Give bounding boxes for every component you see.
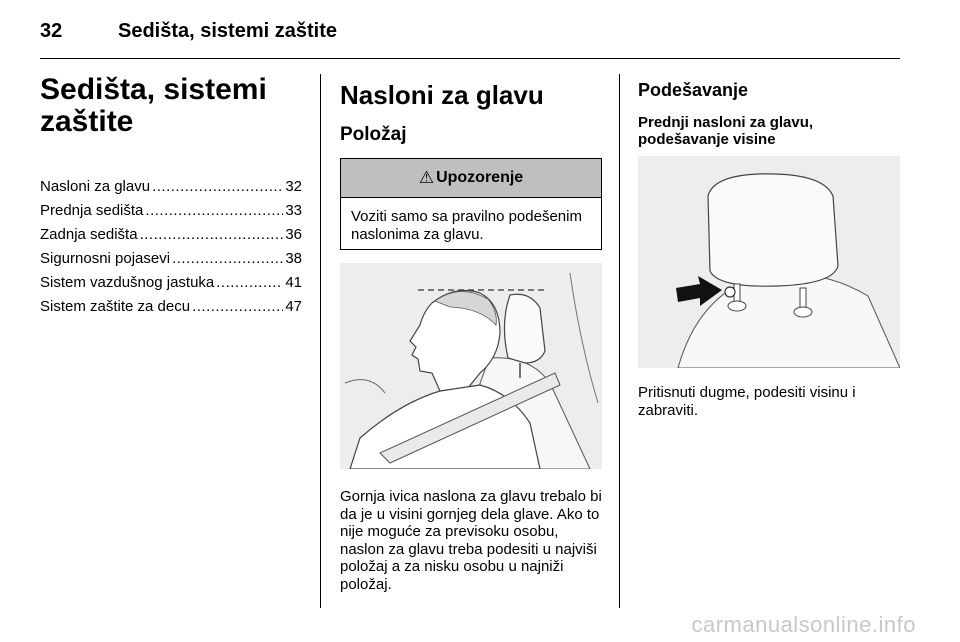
column-title: Nasloni za glavu: [340, 80, 544, 110]
table-of-contents: [40, 178, 302, 322]
toc-leader-dots: [152, 178, 283, 195]
page-number: 32: [40, 20, 63, 42]
watermark: carmanualsonline.info: [691, 612, 916, 637]
toc-leader-dots: [172, 250, 283, 267]
toc-item[interactable]: [40, 250, 302, 274]
toc-item-page: 33: [285, 202, 302, 219]
headrest-position-paragraph: Gornja ivica naslona za glavu trebalo bi da je u visini gornjeg dela glave. Ako to nije moguće za previsoku osobu, naslon za glavu treba podesiti u najviši položaj a za nisku osobu u najniži položaj.: [340, 488, 602, 593]
warning-triangle-icon: ⚠: [418, 168, 435, 187]
header-divider: [40, 58, 900, 59]
toc-item-page: 36: [285, 226, 302, 243]
adjustment-title: Podešavanje: [638, 80, 749, 100]
toc-leader-dots: [145, 202, 283, 219]
toc-item-label: Sigurnosni pojasevi: [40, 250, 171, 267]
figure-headrest-adjustment: [638, 156, 900, 368]
toc-item[interactable]: [40, 226, 302, 250]
warning-header: [341, 159, 601, 198]
warning-box: [340, 158, 602, 250]
toc-item[interactable]: [40, 298, 302, 322]
toc-item-page: 38: [285, 250, 302, 267]
headrest-adjust-illustration: [638, 156, 900, 368]
toc-leader-dots: [192, 298, 283, 315]
toc-item[interactable]: [40, 202, 302, 226]
toc-leader-dots: [216, 274, 283, 291]
warning-title: Upozorenje: [436, 169, 524, 186]
toc-item-label: Sistem vazdušnog jastuka: [40, 274, 215, 291]
toc-item-label: Prednja sedišta: [40, 202, 144, 219]
toc-item-label: Nasloni za glavu: [40, 178, 151, 195]
toc-item-page: 47: [285, 298, 302, 315]
adjustment-paragraph: Pritisnuti dugme, podesiti visinu i zabraviti.: [638, 384, 856, 419]
adjustment-subtitle: Prednji nasloni za glavu, podešavanje visine: [638, 114, 814, 148]
running-header-title: Sedišta, sistemi zaštite: [118, 20, 337, 42]
toc-item[interactable]: [40, 274, 302, 298]
toc-item-page: 32: [285, 178, 302, 195]
driver-headrest-illustration: [340, 263, 602, 469]
section-title: Sedišta, sistemi zaštite: [40, 73, 267, 138]
toc-leader-dots: [140, 226, 284, 243]
figure-headrest-position: [340, 263, 602, 469]
toc-item-label: Zadnja sedišta: [40, 226, 138, 243]
toc-item-label: Sistem zaštite za decu: [40, 298, 191, 315]
warning-text: Voziti samo sa pravilno podešenim naslonima za glavu.: [351, 208, 582, 243]
column-divider-1: [320, 74, 321, 608]
toc-item-page: 41: [285, 274, 302, 291]
column-divider-2: [619, 74, 620, 608]
toc-item[interactable]: [40, 178, 302, 202]
column-subtitle: Položaj: [340, 124, 407, 145]
